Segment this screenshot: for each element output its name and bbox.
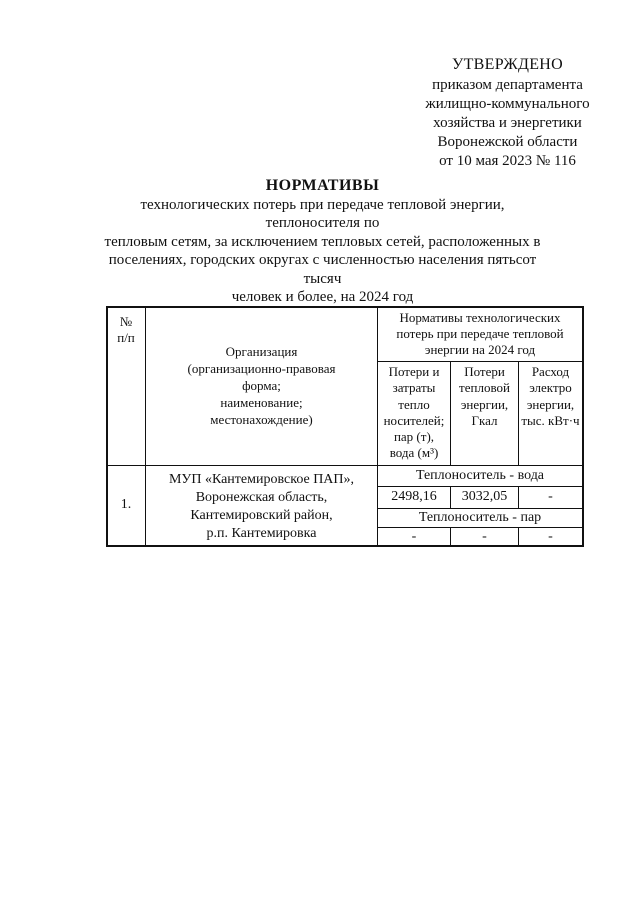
header-losses-line: вода (м³) <box>389 445 439 461</box>
coolant-steam-label: Теплоноситель - пар <box>418 510 542 525</box>
header-organization-line: местонахождение) <box>210 412 313 427</box>
header-elec-line: энергии, <box>526 396 575 412</box>
header-norms-line: энергии на 2024 год <box>424 342 536 357</box>
document-subtitle-line: человек и более, на 2024 год <box>231 289 414 305</box>
header-number <box>107 314 145 345</box>
document-heading <box>100 177 545 307</box>
approval-block <box>400 55 615 171</box>
approval-heading: УТВЕРЖДЕНО <box>451 56 563 73</box>
header-heat-line: Гкал <box>471 412 498 428</box>
table-divider <box>106 465 584 466</box>
header-losses-line: затраты <box>392 380 436 396</box>
table-divider <box>377 361 584 362</box>
row-organization-line: Кантемировский район, <box>190 508 333 523</box>
header-electricity <box>519 364 582 429</box>
header-losses-line: пар (т), <box>393 429 435 445</box>
table-divider <box>377 508 584 509</box>
table-border <box>582 306 584 547</box>
header-coolant-losses <box>378 364 450 462</box>
header-heat-losses <box>451 364 518 429</box>
row-number: 1. <box>120 497 132 512</box>
water-electricity-value: - <box>548 489 553 504</box>
approval-line: приказом департамента <box>432 77 583 93</box>
document-subtitle-line: тепловым сетям, за исключением тепловых сетей, расположенных в <box>104 233 541 250</box>
row-organization-line: МУП «Кантемировское ПАП», <box>168 472 355 487</box>
header-losses-line: Потери и <box>388 364 440 379</box>
header-norms-line: Нормативы технологических <box>399 310 561 325</box>
header-organization-line: наименование; <box>220 395 303 410</box>
document-title: НОРМАТИВЫ <box>265 177 380 194</box>
table-divider <box>377 486 584 487</box>
document-subtitle-line: поселениях, городских округах с численностью населения пятьсот тысяч <box>108 252 537 287</box>
coolant-water-label: Теплоноситель - вода <box>415 468 545 483</box>
steam-electricity-value: - <box>548 529 553 544</box>
water-heat-losses-value: 3032,05 <box>461 489 508 504</box>
header-heat-line: тепловой <box>459 380 510 396</box>
header-heat-line: Потери <box>464 364 505 379</box>
approval-line: жилищно-коммунального <box>425 96 590 112</box>
table-divider <box>377 527 584 528</box>
header-elec-line: электро <box>529 380 572 396</box>
steam-heat-losses-value: - <box>482 529 487 544</box>
header-norms-group <box>378 310 582 358</box>
steam-coolant-losses-value: - <box>411 529 417 544</box>
table-border <box>106 545 584 547</box>
document-subtitle-line: технологических потерь при передаче тепловой энергии, теплоносителя по <box>140 196 505 231</box>
header-elec-line: Расход <box>531 364 570 379</box>
header-number-line: п/п <box>117 329 135 345</box>
header-elec-line: тыс. кВт·ч <box>521 412 580 428</box>
header-number-line: № <box>119 314 133 329</box>
header-organization-line: Организация <box>225 344 298 359</box>
header-organization-line: (организационно-правовая <box>187 361 336 376</box>
header-organization <box>146 343 377 428</box>
approval-line: хозяйства и энергетики <box>433 115 582 131</box>
row-organization-line: р.п. Кантемировка <box>206 526 317 541</box>
table-border <box>106 306 584 308</box>
header-heat-line: энергии, <box>460 396 509 412</box>
header-norms-line: потерь при передаче тепловой <box>396 326 564 341</box>
header-losses-line: тепло <box>398 396 430 412</box>
header-losses-line: носителей; <box>383 412 445 428</box>
approval-line: Воронежской области <box>437 134 578 150</box>
water-coolant-losses-value: 2498,16 <box>391 489 437 504</box>
approval-line: от 10 мая 2023 № 116 <box>439 153 576 169</box>
row-organization <box>146 471 377 543</box>
row-organization-line: Воронежская область, <box>195 490 328 505</box>
header-organization-line: форма; <box>242 378 281 393</box>
